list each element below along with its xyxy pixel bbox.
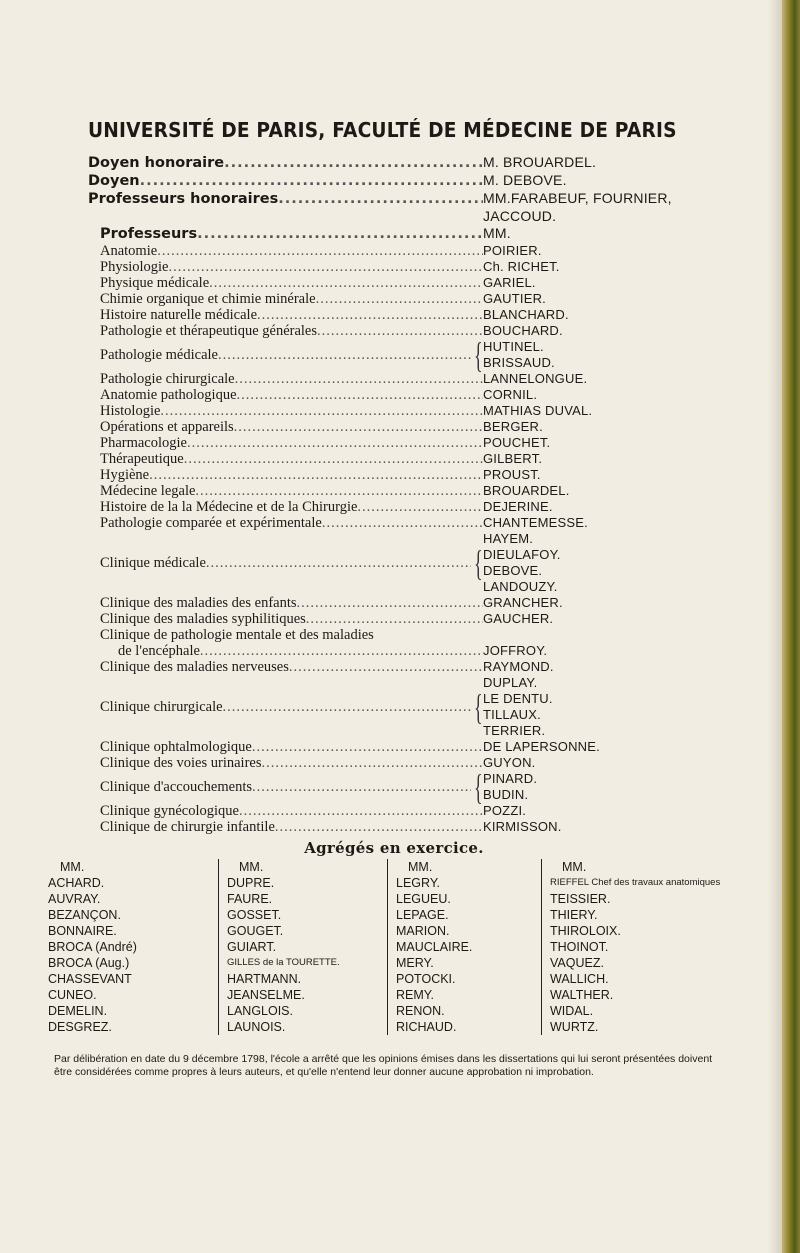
professor-name: CORNIL. bbox=[483, 387, 538, 402]
agrege-name: LEPAGE. bbox=[396, 908, 449, 922]
agrege-name: ACHARD. bbox=[48, 876, 105, 890]
chair-row bbox=[100, 291, 700, 307]
chairs-list-3 bbox=[88, 595, 700, 627]
professor-name: MM.FARABEUF, FOURNIER, bbox=[483, 190, 672, 206]
professor-name: M. DEBOVE. bbox=[483, 172, 567, 188]
chair-row bbox=[100, 499, 700, 515]
chairs-list-4 bbox=[88, 739, 700, 771]
agrege-name: POTOCKI. bbox=[396, 972, 456, 986]
chair-row bbox=[100, 323, 700, 339]
professor-name: GRANCHER. bbox=[483, 595, 563, 610]
agrege-name: LEGUEU. bbox=[396, 892, 451, 906]
professor-name: PINARD. bbox=[483, 771, 538, 786]
professor-name: GAUCHER. bbox=[483, 611, 554, 626]
agrege-name: AUVRAY. bbox=[48, 892, 101, 906]
agrege-name: RENON. bbox=[396, 1004, 445, 1018]
professor-name: TERRIER. bbox=[483, 723, 546, 738]
professor-name: BRISSAUD. bbox=[483, 355, 555, 370]
agrege-name: VAQUEZ. bbox=[550, 956, 604, 970]
chair-label: Médecine legale bbox=[100, 483, 196, 499]
agrege-name: THIROLOIX. bbox=[550, 924, 621, 938]
book-edge bbox=[782, 0, 800, 1253]
chairs-list-1 bbox=[88, 243, 700, 339]
group-clinique-chirurgicale bbox=[88, 675, 700, 739]
chair-label: Histoire naturelle médicale bbox=[100, 307, 258, 323]
agrege-name: FAURE. bbox=[227, 892, 273, 906]
agrege-name: BROCA (Aug.) bbox=[48, 956, 130, 970]
chair-label: Anatomie bbox=[100, 243, 158, 259]
professor-name: DE LAPERSONNE. bbox=[483, 739, 600, 754]
chair-label: Chimie organique et chimie minérale bbox=[100, 291, 316, 307]
professor-name: BOUCHARD. bbox=[483, 323, 563, 338]
chair-row bbox=[100, 451, 700, 467]
professor-name: KIRMISSON. bbox=[483, 819, 562, 834]
agrege-name: MARION. bbox=[396, 924, 450, 938]
chair-label: Pathologie chirurgicale bbox=[100, 371, 235, 387]
professor-name: GUYON. bbox=[483, 755, 536, 770]
agreges-column bbox=[218, 859, 387, 1035]
professeurs-header: Professeurs ..... MM. bbox=[100, 225, 700, 243]
chair-row bbox=[88, 172, 700, 190]
agrege-name: GOUGET. bbox=[227, 924, 284, 938]
chair-row bbox=[100, 595, 700, 611]
agrege-name: THIERY. bbox=[550, 908, 598, 922]
chair-label: Pathologie et thérapeutique générales bbox=[100, 323, 318, 339]
chair-label: Clinique gynécologique bbox=[100, 803, 239, 819]
professor-name: BLANCHARD. bbox=[483, 307, 569, 322]
document-title: UNIVERSITÉ DE PARIS, FACULTÉ DE MÉDECINE DE PARIS bbox=[88, 118, 677, 142]
professor-name: DIEULAFOY. bbox=[483, 547, 561, 562]
brace-icon: { bbox=[474, 687, 483, 727]
chair-label: Professeurs honoraires bbox=[88, 191, 279, 207]
mm-header: MM. bbox=[239, 860, 264, 874]
agreges-column bbox=[541, 859, 721, 1035]
encephale-line1: Clinique de pathologie mentale et des maladies bbox=[100, 627, 374, 643]
grouped-chair bbox=[100, 767, 700, 807]
agrege-name: CHASSEVANT bbox=[48, 972, 132, 986]
chair-label: Thérapeutique bbox=[100, 451, 184, 467]
encephale-line2: de l'encéphale ..... JOFFROY. bbox=[100, 643, 700, 659]
chair-row bbox=[100, 467, 700, 483]
head-rows bbox=[88, 154, 700, 208]
professor-name: POIRIER. bbox=[483, 243, 542, 258]
agrege-name: GILLES de la TOURETTE. bbox=[227, 957, 340, 968]
grouped-chair bbox=[100, 675, 700, 739]
chair-label: Physiologie bbox=[100, 259, 169, 275]
agrege-name: REMY. bbox=[396, 988, 434, 1002]
professor-name: M. BROUARDEL. bbox=[483, 154, 597, 170]
professor-name: HUTINEL. bbox=[483, 339, 544, 354]
agrege-name: MERY. bbox=[396, 956, 434, 970]
chair-row bbox=[100, 739, 700, 755]
professor-name: GARIEL. bbox=[483, 275, 536, 290]
chair-row bbox=[100, 387, 700, 403]
chair-label: Histologie bbox=[100, 403, 161, 419]
footer-note: Par délibération en date du 9 décembre 1798, l'école a arrêté que les opinions émises dans les dissertations qui lui seront présentées doivent être considérées comme propres à leurs auteurs, et qu'elle n'entend leur donner aucune approbation ni improbation. bbox=[54, 1053, 713, 1078]
professor-name: MATHIAS DUVAL. bbox=[483, 403, 593, 418]
group-label: Pathologie médicale bbox=[100, 347, 218, 363]
mm-header: MM. bbox=[562, 860, 587, 874]
chair-row bbox=[100, 259, 700, 275]
nerveuses-row: Clinique des maladies nerveuses ..... RAYMOND. bbox=[100, 659, 700, 675]
professor-name: CHANTEMESSE. bbox=[483, 515, 588, 530]
professor-name: BERGER. bbox=[483, 419, 543, 434]
chair-label: Pharmacologie bbox=[100, 435, 187, 451]
agrege-name: LANGLOIS. bbox=[227, 1004, 293, 1018]
chair-label: Anatomie pathologique bbox=[100, 387, 237, 403]
professor-name: PROUST. bbox=[483, 467, 541, 482]
agrege-name: JEANSELME. bbox=[227, 988, 305, 1002]
professor-name: DUPLAY. bbox=[483, 675, 538, 690]
chair-row bbox=[100, 483, 700, 499]
agrege-name: DEMELIN. bbox=[48, 1004, 108, 1018]
chair-label: Doyen bbox=[88, 173, 140, 189]
professor-name: LE DENTU. bbox=[483, 691, 553, 706]
professor-name: LANNELONGUE. bbox=[483, 371, 588, 386]
chair-row bbox=[100, 371, 700, 387]
professor-name: POZZI. bbox=[483, 803, 527, 818]
mm-header: MM. bbox=[60, 860, 85, 874]
agrege-name: GUIART. bbox=[227, 940, 277, 954]
chair-row bbox=[100, 803, 700, 819]
agrege-name: DUPRE. bbox=[227, 876, 275, 890]
chair-row bbox=[88, 190, 700, 208]
agrege-name: BROCA (André) bbox=[48, 940, 137, 954]
chair-label: Pathologie comparée et expérimentale bbox=[100, 515, 322, 531]
agrege-name: DESGREZ. bbox=[48, 1020, 112, 1034]
group-label: Clinique médicale bbox=[100, 555, 206, 571]
agrege-name: THOINOT. bbox=[550, 940, 609, 954]
agrege-name: BEZANÇON. bbox=[48, 908, 121, 922]
chair-row bbox=[100, 755, 700, 771]
chair-label: Clinique des voies urinaires bbox=[100, 755, 262, 771]
agrege-name: HARTMANN. bbox=[227, 972, 302, 986]
professor-name: BUDIN. bbox=[483, 787, 529, 802]
agrege-name: WALLICH. bbox=[550, 972, 609, 986]
professor-name: HAYEM. bbox=[483, 531, 534, 546]
chairs-list-5 bbox=[88, 803, 700, 835]
professor-name: POUCHET. bbox=[483, 435, 551, 450]
professor-name: DEJERINE. bbox=[483, 499, 553, 514]
group-pathologie-medicale bbox=[88, 335, 700, 375]
chair-label: Clinique des maladies syphilitiques bbox=[100, 611, 306, 627]
agrege-name: WIDAL. bbox=[550, 1004, 594, 1018]
agreges-column bbox=[48, 859, 218, 1035]
brace-icon: { bbox=[474, 767, 483, 807]
agrege-name: MAUCLAIRE. bbox=[396, 940, 473, 954]
agreges-grid bbox=[48, 859, 721, 1035]
head-continuation: JACCOUD. bbox=[483, 208, 557, 224]
professor-name: TILLAUX. bbox=[483, 707, 541, 722]
agrege-name: RICHAUD. bbox=[396, 1020, 457, 1034]
professor-name: DEBOVE. bbox=[483, 563, 543, 578]
agrege-name: GOSSET. bbox=[227, 908, 282, 922]
agrege-name: CUNEO. bbox=[48, 988, 97, 1002]
brace-icon: { bbox=[474, 335, 483, 375]
grouped-chair bbox=[100, 531, 700, 595]
chair-row bbox=[100, 611, 700, 627]
group-clinique-medicale bbox=[88, 531, 700, 595]
chair-row bbox=[100, 435, 700, 451]
professor-name: LANDOUZY. bbox=[483, 579, 558, 594]
professor-name: GILBERT. bbox=[483, 451, 543, 466]
page-edge-shadow bbox=[768, 0, 782, 1253]
agrege-name: LAUNOIS. bbox=[227, 1020, 286, 1034]
chair-label: Physique médicale bbox=[100, 275, 210, 291]
chair-label: Opérations et appareils bbox=[100, 419, 234, 435]
brace-icon: { bbox=[474, 543, 483, 583]
chair-label: Clinique de chirurgie infantile bbox=[100, 819, 275, 835]
agrege-name: BONNAIRE. bbox=[48, 924, 117, 938]
mm-header: MM. bbox=[408, 860, 433, 874]
group-accouchements bbox=[88, 767, 700, 807]
chair-label: Clinique ophtalmologique bbox=[100, 739, 252, 755]
chair-label: Hygiène bbox=[100, 467, 150, 483]
agrege-name: LEGRY. bbox=[396, 876, 441, 890]
chair-row bbox=[100, 307, 700, 323]
chair-row bbox=[100, 403, 700, 419]
chair-label: Doyen honoraire bbox=[88, 155, 225, 171]
chairs-list-2 bbox=[88, 371, 700, 531]
professor-name: Ch. RICHET. bbox=[483, 259, 560, 274]
chair-row bbox=[100, 275, 700, 291]
agrege-name: RIEFFEL Chef des travaux anatomiques bbox=[550, 877, 721, 888]
group-label: Clinique chirurgicale bbox=[100, 699, 223, 715]
agreges-column bbox=[387, 859, 541, 1035]
chair-row bbox=[100, 419, 700, 435]
chair-row bbox=[100, 243, 700, 259]
chair-label: Clinique des maladies des enfants bbox=[100, 595, 297, 611]
group-label: Clinique d'accouchements bbox=[100, 779, 252, 795]
chair-row bbox=[100, 819, 700, 835]
agreges-title: Agrégés en exercice. bbox=[304, 839, 484, 857]
chair-row bbox=[88, 154, 700, 172]
professor-name: GAUTIER. bbox=[483, 291, 546, 306]
chair-label: Histoire de la la Médecine et de la Chirurgie bbox=[100, 499, 358, 515]
agrege-name: WALTHER. bbox=[550, 988, 614, 1002]
agrege-name: WURTZ. bbox=[550, 1020, 599, 1034]
professor-name: BROUARDEL. bbox=[483, 483, 570, 498]
chair-row bbox=[100, 515, 700, 531]
grouped-chair bbox=[100, 335, 700, 375]
document-content bbox=[48, 118, 721, 1079]
agrege-name: TEISSIER. bbox=[550, 892, 611, 906]
